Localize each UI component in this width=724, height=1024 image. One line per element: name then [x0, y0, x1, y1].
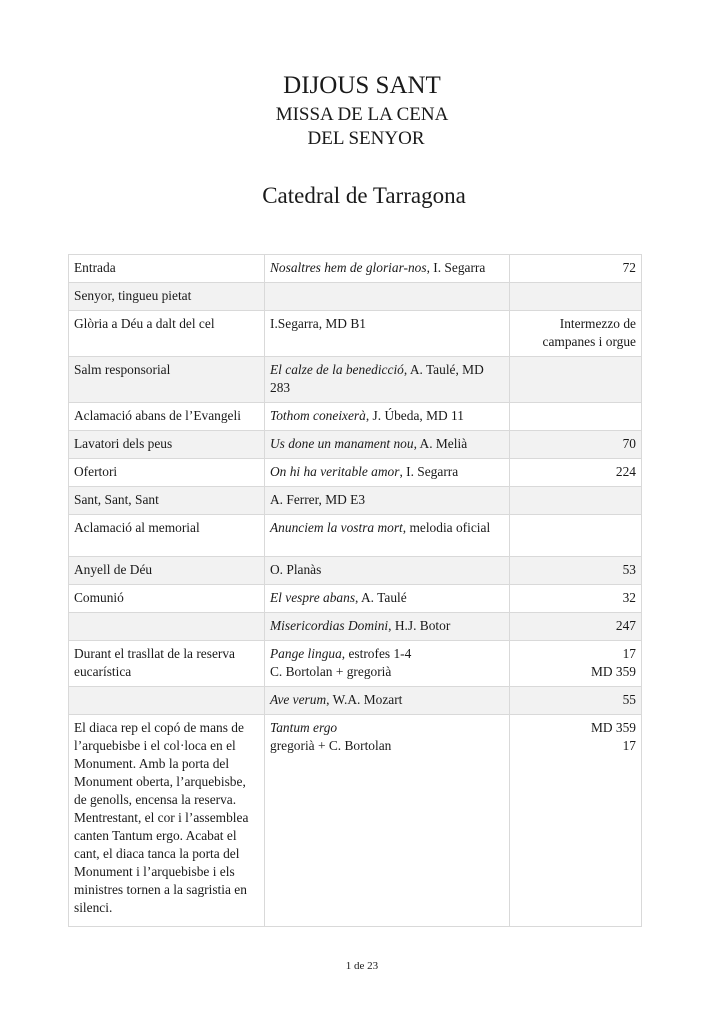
table-row	[69, 357, 642, 403]
reference-cell	[510, 585, 642, 613]
table-row	[69, 585, 642, 613]
reference-cell	[510, 613, 642, 641]
piece-title: Nosaltres hem de gloriar-nos	[270, 260, 427, 275]
piece-cell	[265, 687, 510, 715]
piece-line2: C. Bortolan + gregorià	[270, 664, 392, 679]
reference-cell	[510, 459, 642, 487]
table-row	[69, 613, 642, 641]
piece-cell	[265, 283, 510, 311]
piece-composer: , A. Taulé, MD 283	[270, 362, 484, 395]
piece-composer: A. Ferrer, MD E3	[270, 492, 366, 507]
reference-cell	[510, 431, 642, 459]
liturgical-part: Salm responsorial	[74, 362, 171, 377]
liturgical-part-cell	[69, 715, 265, 927]
piece-title: Pange lingua	[270, 646, 342, 661]
piece-title: El calze de la benedicció	[270, 362, 404, 377]
table-row	[69, 687, 642, 715]
piece-cell	[265, 431, 510, 459]
table-row	[69, 641, 642, 687]
piece-composer: , J. Úbeda, MD 11	[365, 408, 464, 423]
reference-cell	[510, 357, 642, 403]
piece-cell	[265, 487, 510, 515]
piece-cell	[265, 715, 510, 927]
liturgical-part-cell	[69, 585, 265, 613]
page-indicator: 1 de 23	[345, 960, 379, 972]
liturgical-part-cell	[69, 255, 265, 283]
table-row	[69, 311, 642, 357]
piece-cell	[265, 613, 510, 641]
reference: 247	[615, 618, 636, 633]
piece-title: Misericordias Domini	[270, 618, 389, 633]
table-row	[69, 515, 642, 557]
liturgical-part-cell	[69, 403, 265, 431]
table-row	[69, 403, 642, 431]
reference-cell	[510, 715, 642, 927]
liturgical-part-cell	[69, 515, 265, 557]
liturgical-part: Durant el trasllat de la reserva eucarística	[74, 646, 235, 679]
reference-cell	[510, 255, 642, 283]
piece-cell	[265, 557, 510, 585]
liturgical-part: Entrada	[74, 260, 116, 275]
table-row	[69, 487, 642, 515]
reference-line2: MD 359	[590, 664, 636, 679]
piece-cell	[265, 515, 510, 557]
reference-cell	[510, 557, 642, 585]
piece-title: Us done un manament nou	[270, 436, 414, 451]
liturgical-part-cell	[69, 431, 265, 459]
table-row	[69, 283, 642, 311]
reference: 70	[622, 436, 636, 451]
liturgical-part: Aclamació al memorial	[74, 520, 200, 535]
reference-cell	[510, 311, 642, 357]
liturgical-part: Glòria a Déu a dalt del cel	[74, 316, 215, 331]
table-row	[69, 255, 642, 283]
liturgical-part: Anyell de Déu	[74, 562, 153, 577]
reference: 224	[615, 464, 636, 479]
piece-title: Anunciem la vostra mort	[270, 520, 403, 535]
piece-cell	[265, 641, 510, 687]
reference-cell	[510, 487, 642, 515]
reference-cell	[510, 283, 642, 311]
document-subtitle-line1: MISSA DE LA CENA	[275, 104, 449, 125]
reference-cell	[510, 515, 642, 557]
piece-composer: , melodia oficial	[402, 520, 491, 535]
liturgical-part: El diaca rep el copó de mans de l’arquebisbe i el col·loca en el Monument. Amb la porta del Monument oberta, l’arquebisbe, de genolls, encensa la reserva. Mentrestant, el cor i l’assemblea canten Tantum ergo. Acabat el cant, el diaca tanca la porta del Monument i l’arquebisbe i els ministres tornen a la sagristia en silenci.	[74, 720, 249, 915]
piece-composer: , W.A. Mozart	[326, 692, 403, 707]
table-row	[69, 459, 642, 487]
piece-composer: O. Planàs	[270, 562, 322, 577]
piece-composer: , estrofes 1-4	[341, 646, 412, 661]
document-subtitle-line2: DEL SENYOR	[307, 128, 425, 149]
piece-title: Tantum ergo	[270, 720, 338, 735]
piece-composer: , A. Taulé	[355, 590, 407, 605]
liturgical-part: Lavatori dels peus	[74, 436, 173, 451]
piece-cell	[265, 585, 510, 613]
piece-title: El vespre abans	[270, 590, 356, 605]
reference: Intermezzo de	[559, 316, 636, 331]
reference-cell	[510, 403, 642, 431]
liturgical-part: Ofertori	[74, 464, 118, 479]
reference: 55	[622, 692, 636, 707]
liturgical-part-cell	[69, 357, 265, 403]
piece-cell	[265, 311, 510, 357]
piece-composer: , I. Segarra	[399, 464, 459, 479]
piece-cell	[265, 357, 510, 403]
liturgical-part-cell	[69, 487, 265, 515]
liturgical-part-cell	[69, 687, 265, 715]
piece-cell	[265, 255, 510, 283]
piece-cell	[265, 403, 510, 431]
piece-title: Ave verum	[270, 692, 327, 707]
liturgical-part-cell	[69, 613, 265, 641]
reference-cell	[510, 641, 642, 687]
piece-composer: I.Segarra, MD B1	[270, 316, 366, 331]
liturgical-part: Aclamació abans de l’Evangeli	[74, 408, 241, 423]
reference-cell	[510, 687, 642, 715]
piece-cell	[265, 459, 510, 487]
piece-line2: gregorià + C. Bortolan	[270, 738, 392, 753]
document-title: DIJOUS SANT	[283, 72, 441, 99]
liturgical-part: Senyor, tingueu pietat	[74, 288, 192, 303]
liturgical-part: Comunió	[74, 590, 124, 605]
liturgical-part-cell	[69, 557, 265, 585]
table-row	[69, 557, 642, 585]
piece-composer: , H.J. Botor	[388, 618, 451, 633]
table-row	[69, 715, 642, 927]
piece-title: Tothom coneixerà	[270, 408, 366, 423]
liturgical-part: Sant, Sant, Sant	[74, 492, 159, 507]
liturgical-part-cell	[69, 459, 265, 487]
reference-line2: 17	[622, 738, 636, 753]
liturgical-part-cell	[69, 641, 265, 687]
program-table-body	[69, 255, 642, 927]
piece-title: On hi ha veritable amor	[270, 464, 400, 479]
document-place: Catedral de Tarragona	[262, 183, 466, 208]
reference: 32	[622, 590, 636, 605]
liturgical-part-cell	[69, 283, 265, 311]
program-table	[68, 254, 642, 927]
reference: MD 359	[590, 720, 636, 735]
liturgical-part-cell	[69, 311, 265, 357]
table-row	[69, 431, 642, 459]
reference: 53	[622, 562, 636, 577]
reference: 17	[622, 646, 636, 661]
reference: 72	[622, 260, 636, 275]
reference-line2: campanes i orgue	[542, 334, 636, 349]
piece-composer: , I. Segarra	[426, 260, 486, 275]
piece-composer: , A. Melià	[413, 436, 468, 451]
